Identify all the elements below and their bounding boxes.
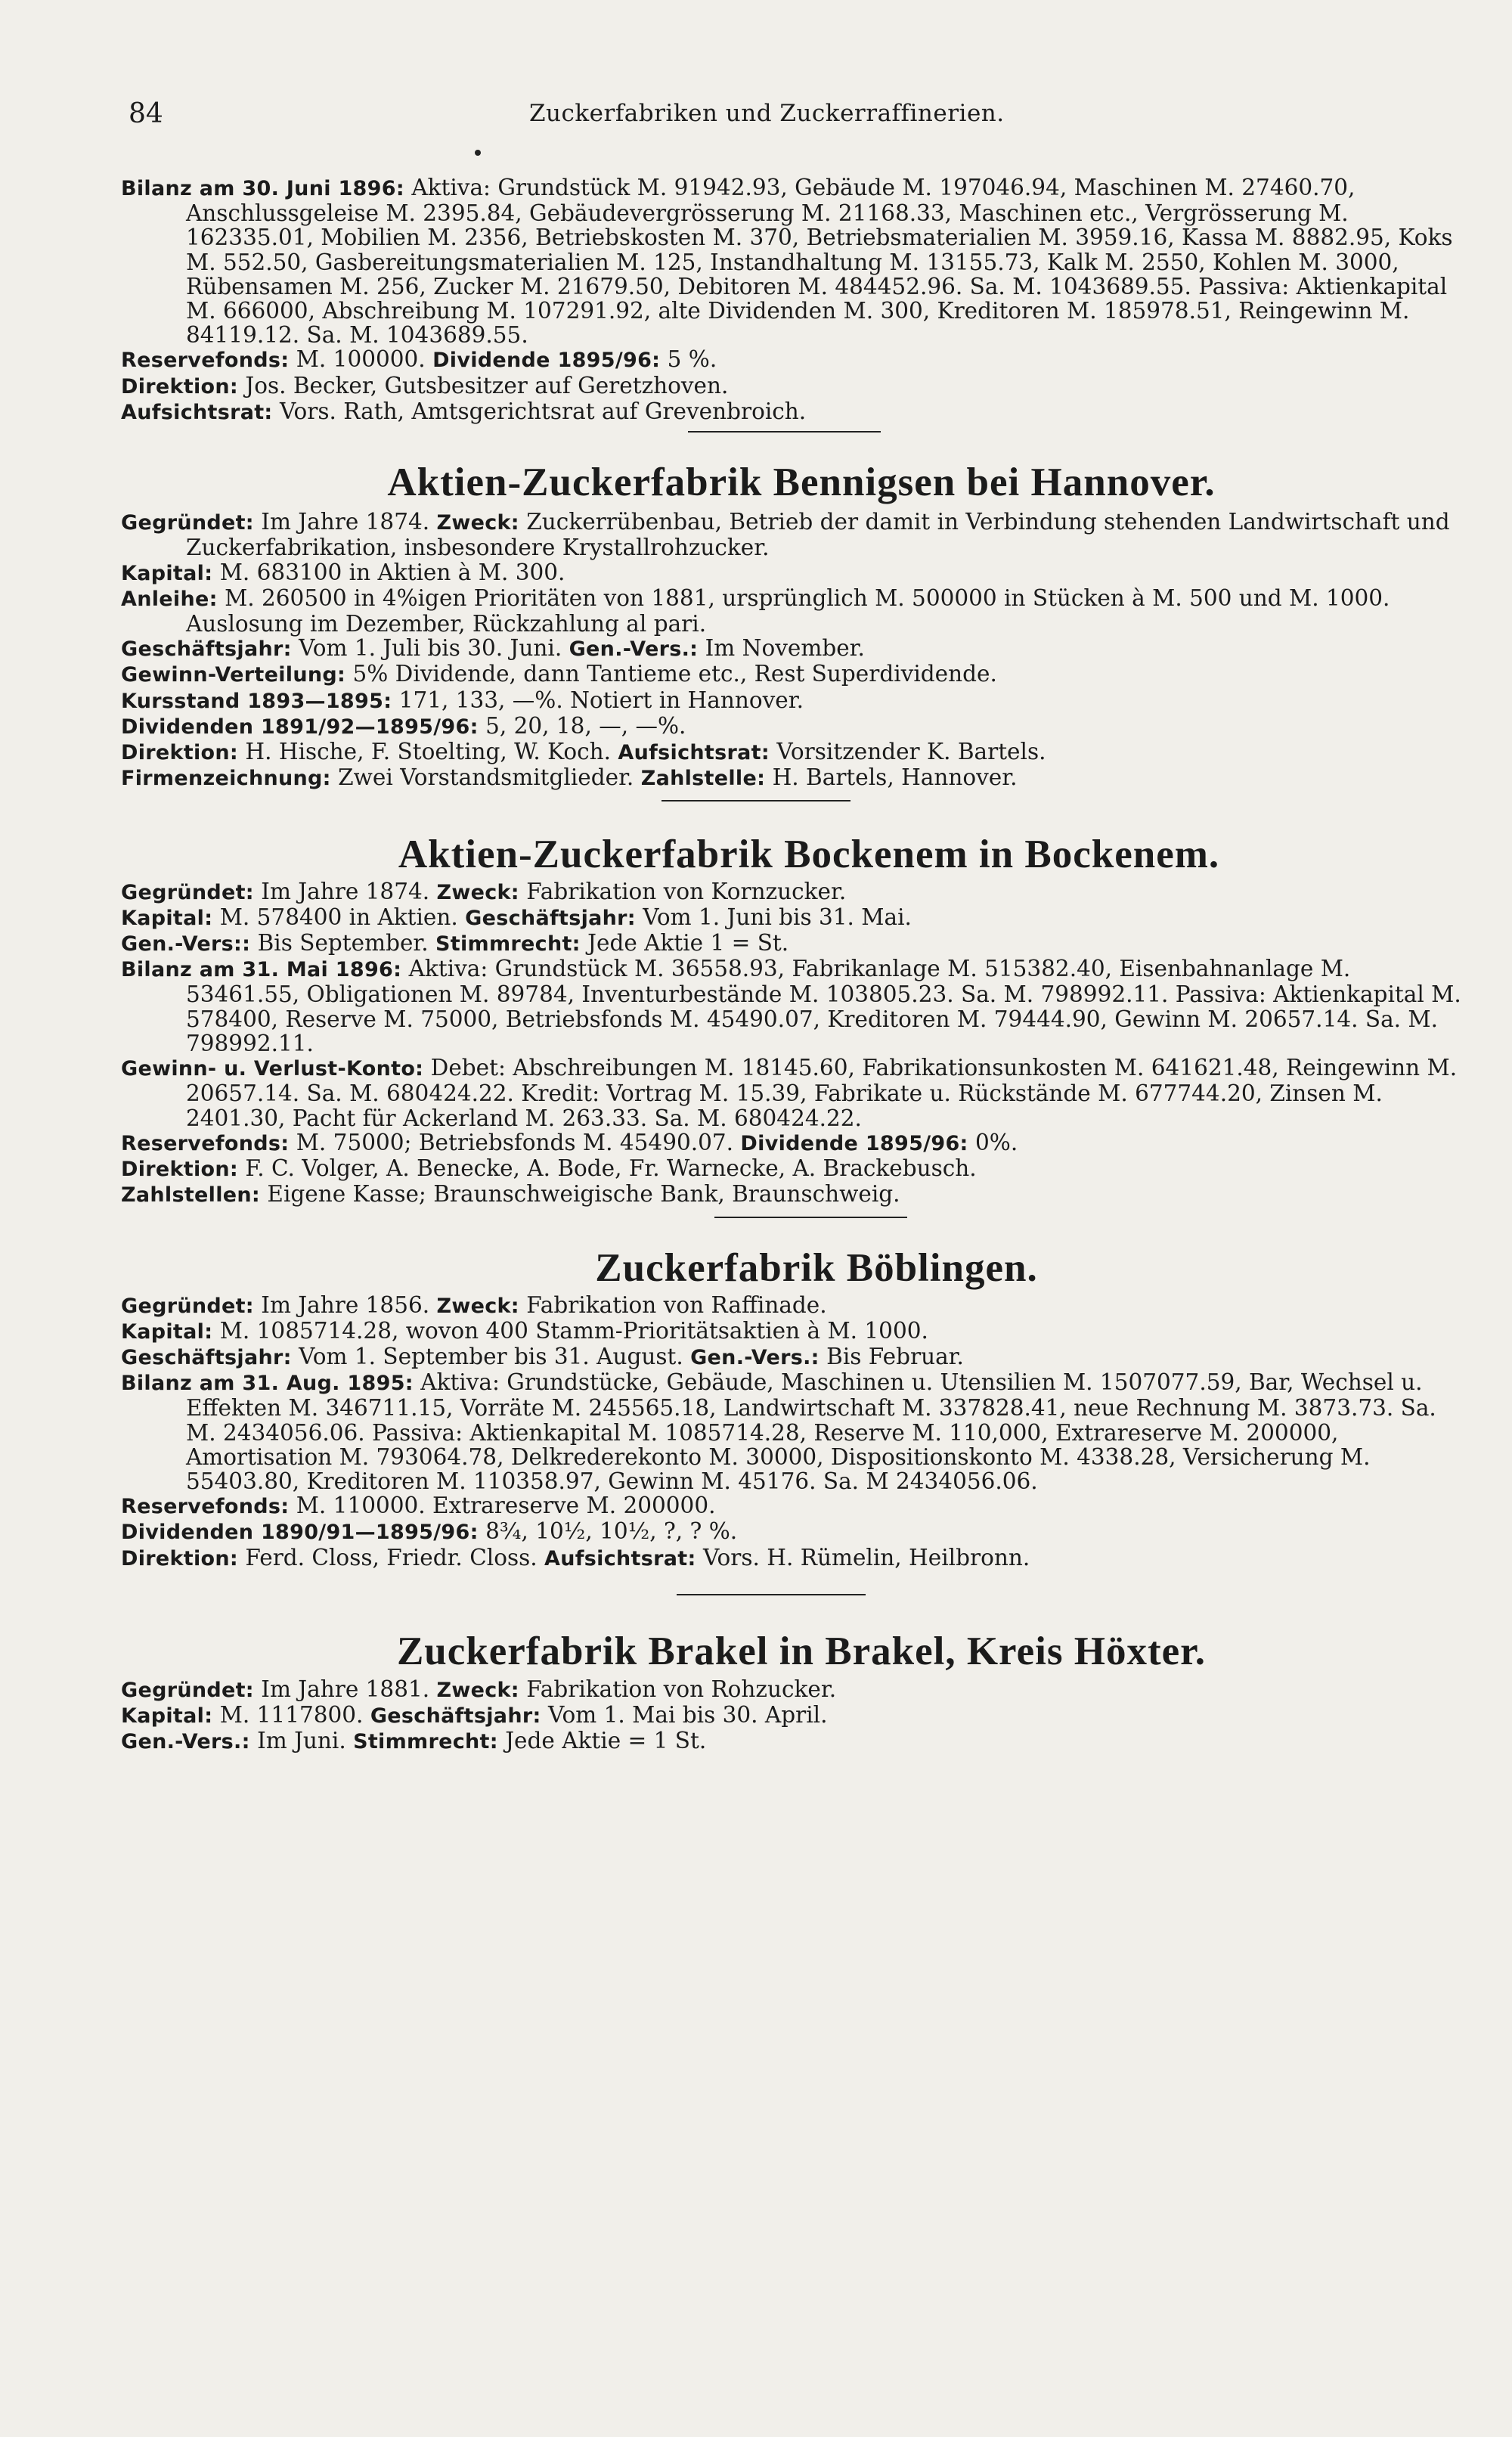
page-number: 84	[129, 98, 163, 129]
s2-gen-vers: Gen.-Vers:: Bis September. Stimmrecht: Jede Aktie 1 = St.	[121, 930, 789, 957]
s2-zahlstellen: Zahlstellen: Eigene Kasse; Braunschweigische Bank, Braunschweig.	[121, 1181, 900, 1208]
s3-reservefonds: Reservefonds: M. 110000. Extrareserve M. 200000.	[121, 1493, 716, 1519]
s1-gewinn-verteilung: Gewinn-Verteilung: 5% Dividende, dann Tantieme etc., Rest Superdividende.	[121, 661, 997, 687]
s1-dividenden: Dividenden 1891/92—1895/96: 5, 20, 18, —, —%.	[121, 712, 686, 739]
s2-gewinn-verlust: Gewinn- u. Verlust-Konto: Debet: Abschreibungen M. 18145.60, Fabrikationsunkosten M. 641621.48, Reingewinn M. 20657.14. Sa. M. 680424.22. Kredit: Vortrag M. 15.39, Fabrikate u. Rückstände M. 677744.20, Zinsen M. 2401.30, Pacht für Ackerland M. 263.33. Sa. M. 680424.22.	[121, 1055, 1458, 1131]
s2-reservefonds: Reservefonds: M. 75000; Betriebsfonds M. 45490.07. Dividende 1895/96: 0%.	[121, 1129, 1018, 1155]
section-title-boeblingen: Zuckerfabrik Böblingen.	[595, 1246, 1038, 1291]
s4-kapital: Kapital: M. 1117800. Geschäftsjahr: Vom 1. Mai bis 30. April.	[121, 1702, 828, 1729]
ink-dot	[475, 150, 481, 156]
s1-firmenzeichnung: Firmenzeichnung: Zwei Vorstandsmitglieder. Zahlstelle: H. Bartels, Hannover.	[121, 764, 1018, 791]
s4-gen-vers: Gen.-Vers.: Im Juni. Stimmrecht: Jede Aktie = 1 St.	[121, 1728, 707, 1754]
s2-kapital: Kapital: M. 578400 in Aktien. Geschäftsjahr: Vom 1. Juni bis 31. Mai.	[121, 904, 912, 930]
s1-direktion: Direktion: H. Hische, F. Stoelting, W. Koch. Aufsichtsrat: Vorsitzender K. Bartels.	[121, 739, 1046, 765]
prev-aufsichtsrat: Aufsichtsrat: Vors. Rath, Amtsgerichtsrat auf Grevenbroich.	[121, 398, 807, 424]
section-divider	[688, 431, 881, 433]
s4-gegruendet: Gegründet: Im Jahre 1881. Zweck: Fabrikation von Rohzucker.	[121, 1676, 837, 1702]
s3-kapital: Kapital: M. 1085714.28, wovon 400 Stamm-Prioritätsaktien à M. 1000.	[121, 1317, 928, 1344]
s3-dividenden: Dividenden 1890/91—1895/96: 8¾, 10½, 10½, ?, ? %.	[121, 1518, 738, 1545]
s1-anleihe: Anleihe: M. 260500 in 4%igen Prioritäten von 1881, ursprünglich M. 500000 in Stücken à M. 500 und M. 1000. Auslosung im Dezember, Rückzahlung al pari.	[121, 584, 1390, 637]
section-title-bockenem: Aktien-Zuckerfabrik Bockenem in Bockenem.	[398, 832, 1220, 877]
s1-gegruendet: Gegründet: Im Jahre 1874. Zweck: Zuckerrübenbau, Betrieb der damit in Verbindung stehenden Landwirtschaft und Zuckerfabrikation, insbesondere Krystallrohzucker.	[121, 509, 1450, 561]
s1-geschaeftsjahr: Geschäftsjahr: Vom 1. Juli bis 30. Juni. Gen.-Vers.: Im November.	[121, 635, 865, 662]
s3-gegruendet: Gegründet: Im Jahre 1856. Zweck: Fabrikation von Raffinade.	[121, 1291, 827, 1318]
prev-reservefonds: Reservefonds: M. 100000. Dividende 1895/96: 5 %.	[121, 346, 717, 373]
page-content	[121, 175, 1467, 1755]
section-divider	[662, 800, 850, 801]
s3-direktion: Direktion: Ferd. Closs, Friedr. Closs. Aufsichtsrat: Vors. H. Rümelin, Heilbronn.	[121, 1544, 1030, 1570]
running-title: Zuckerfabriken und Zuckerraffinerien.	[529, 100, 1005, 127]
prev-direktion: Direktion: Jos. Becker, Gutsbesitzer auf Geretzhoven.	[121, 372, 729, 398]
section-title-bennigsen: Aktien-Zuckerfabrik Bennigsen bei Hannover.	[387, 460, 1216, 505]
section-divider	[714, 1217, 907, 1218]
section-title-brakel: Zuckerfabrik Brakel in Brakel, Kreis Höxter.	[396, 1629, 1207, 1673]
s2-direktion: Direktion: F. C. Volger, A. Benecke, A. Bode, Fr. Warnecke, A. Brackebusch.	[121, 1155, 977, 1181]
s3-geschaeftsjahr: Geschäftsjahr: Vom 1. September bis 31. August. Gen.-Vers.: Bis Februar.	[121, 1343, 964, 1369]
s3-bilanz: Bilanz am 31. Aug. 1895: Aktiva: Grundstücke, Gebäude, Maschinen u. Utensilien M. 1507077.59, Bar, Wechsel u. Effekten M. 346711.15, Vorräte M. 245565.18, Landwirtschaft M. 337828.41, neue Rechnung M. 3873.73. Sa. M. 2434056.06. Passiva: Aktienkapital M. 1085714.28, Reserve M. 110,000, Extrareserve M. 200000, Amortisation M. 793064.78, Delkrederekonto M. 30000, Dispositionskonto M. 4338.28, Versicherung M. 55403.80, Kreditoren M. 110358.97, Gewinn M. 45176. Sa. M 2434056.06.	[121, 1369, 1436, 1494]
s2-bilanz: Bilanz am 31. Mai 1896: Aktiva: Grundstück M. 36558.93, Fabrikanlage M. 515382.40, Eisenbahnanlage M. 53461.55, Obligationen M. 89784, Inventurbestände M. 103805.23. Sa. M. 798992.11. Passiva: Aktienkapital M. 578400, Reserve M. 75000, Betriebsfonds M. 45490.07, Kreditoren M. 79444.90, Gewinn M. 20657.14. Sa. M. 798992.11.	[121, 956, 1461, 1056]
s1-kursstand: Kursstand 1893—1895: 171, 133, —%. Notiert in Hannover.	[121, 687, 804, 713]
s1-kapital: Kapital: M. 683100 in Aktien à M. 300.	[121, 559, 565, 585]
section-divider	[677, 1594, 866, 1595]
s2-gegruendet: Gegründet: Im Jahre 1874. Zweck: Fabrikation von Kornzucker.	[121, 878, 847, 904]
prev-bilanz: Bilanz am 30. Juni 1896: Aktiva: Grundstück M. 91942.93, Gebäude M. 197046.94, Maschinen M. 27460.70, Anschlussgeleise M. 2395.84, Gebäudevergrösserung M. 21168.33, Maschinen etc., Vergrösserung M. 162335.01, Mobilien M. 2356, Betriebskosten M. 370, Betriebsmaterialien M. 3959.16, Kassa M. 8882.95, Koks M. 552.50, Gasbereitungsmaterialien M. 125, Instandhaltung M. 13155.73, Kalk M. 2550, Kohlen M. 3000, Rübensamen M. 256, Zucker M. 21679.50, Debitoren M. 484452.96. Sa. M. 1043689.55. Passiva: Aktienkapital M. 666000, Abschreibung M. 107291.92, alte Dividenden M. 300, Kreditoren M. 185978.51, Reingewinn M. 84119.12. Sa. M. 1043689.55.	[121, 175, 1453, 349]
